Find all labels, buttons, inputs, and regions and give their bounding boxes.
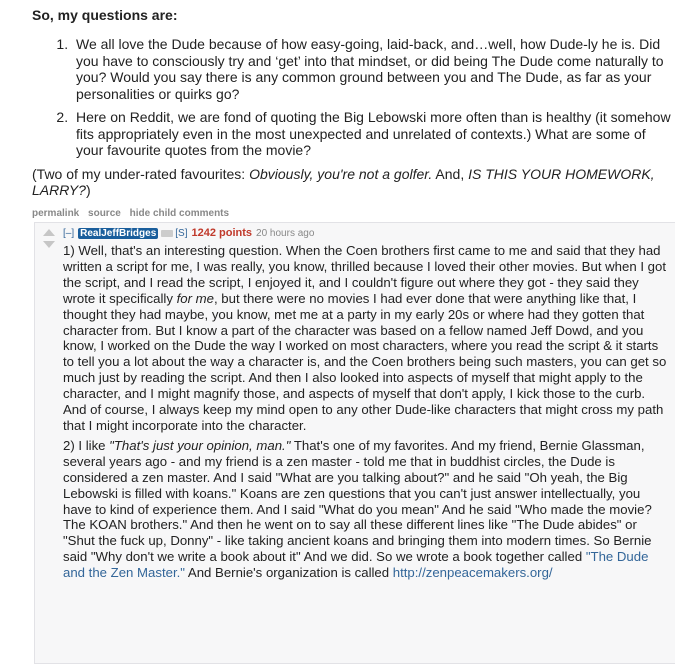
timestamp: 20 hours ago (256, 228, 315, 239)
question-item-1: 1. We all love the Dude because of how easy-going, laid-back, and…well, how Dude-ly he is. Did you have to consciously try and ‘get’ into that mindset, or did being The Dude come naturally to you? Would you say there is any common ground between you and The Dude, as far as your personalities or quirks go? (72, 36, 674, 102)
comment-tagline (63, 226, 314, 241)
note-text: And, (432, 165, 469, 182)
points-score: 1242 points (191, 227, 253, 239)
body-text: 1) Well, that's an interesting question. When the Coen brothers first came to me and said that they had written a script for me, I was really, you know, thrilled because I loved their other movies. But when I got the script, and I read the script, I enjoyed it, and I couldn't figure out where they got - they said they wrote it specifically (63, 243, 666, 306)
note-text: ) (85, 182, 91, 198)
reply-comment (34, 222, 675, 664)
comment-body (63, 243, 667, 585)
answer-paragraph-2 (63, 438, 667, 581)
upvote-arrow-icon[interactable] (43, 229, 55, 236)
body-text: That's one of my favorites. And my friend, Bernie Glassman, several years ago - and my friend is a zen master - told me that in buddhist circles, the Dude is considered a zen master. And I said "What are you talking about?" and he said "Oh yeah, the Big Lebowski is filled with koans." Koans are zen questions that you can't just answer intellectually, you have to kind of experience them. And I said "What do you mean" And he said "Who made the movie? The KOAN brothers." And then he went on to say all these different lines like "The Dude abides" or "Shut the fuck up, Donny" - like taking ancient koans and bringing them into modern times. So Bernie said "Why don't we write a book about it" And we did. So we wrote a book together called (63, 437, 652, 565)
body-text: , but there were no movies I had ever done that were anything like that, I thought they had maybe, you know, met me at a party in my early 20s or where had they gotten that character from. But I know a part of the character was based on a fellow named Jeff Dowd, and you know, I worked on the Dude the way I worked on most characters, where you read the script & it starts to tell you a lot about the way a character is, and the Coen brothers being such masters, you can get so much just by reading the script. And then I also looked into aspects of myself that might apply to the character, and I might magnify those, and aspects of myself that don't apply, I kick those to the curb. And of course, I always keep my mind open to any other Dude-like characters that might cross my path that I might incorporate into the character. (63, 290, 667, 433)
body-emphasis: for me (176, 290, 214, 306)
mail-icon (161, 230, 173, 237)
body-text: 2) I like (63, 437, 110, 453)
comment-actions (32, 208, 674, 219)
question-item-2: 2. Here on Reddit, we are fond of quoting the Big Lebowski more often than is healthy (it somehow fits appropriately even in the most unexpected and unrelated of contexts.) What are some of your favourite quotes from the movie? (72, 109, 674, 159)
questions-heading: So, my questions are: (32, 7, 178, 23)
downvote-arrow-icon[interactable] (43, 241, 55, 248)
favourites-note (32, 166, 674, 199)
body-text: And Bernie's organization is called (184, 565, 393, 581)
parent-comment (24, 0, 674, 219)
note-text: (Two of my under-rated favourites: (32, 165, 250, 182)
author-link[interactable]: RealJeffBridges (80, 228, 157, 239)
collapse-toggle[interactable]: [–] (63, 228, 75, 239)
zenpeacemakers-link[interactable]: http://zenpeacemakers.org/ (392, 565, 553, 581)
questions-list (24, 36, 674, 159)
book-link[interactable]: "The Dude and the Zen Master." (63, 549, 649, 581)
note-quote: Obviously, you're not a golfer. (249, 165, 433, 182)
vote-arrows (41, 229, 57, 253)
note-quote: IS THIS YOUR HOMEWORK, LARRY? (32, 165, 655, 198)
source-link[interactable]: source (88, 207, 121, 219)
hide-child-comments-link[interactable]: hide child comments (129, 207, 230, 219)
answer-paragraph-1 (63, 243, 667, 434)
permalink-link[interactable]: permalink (32, 207, 80, 219)
body-emphasis: "That's just your opinion, man." (109, 437, 291, 453)
flair-badge: [S] (175, 228, 188, 239)
